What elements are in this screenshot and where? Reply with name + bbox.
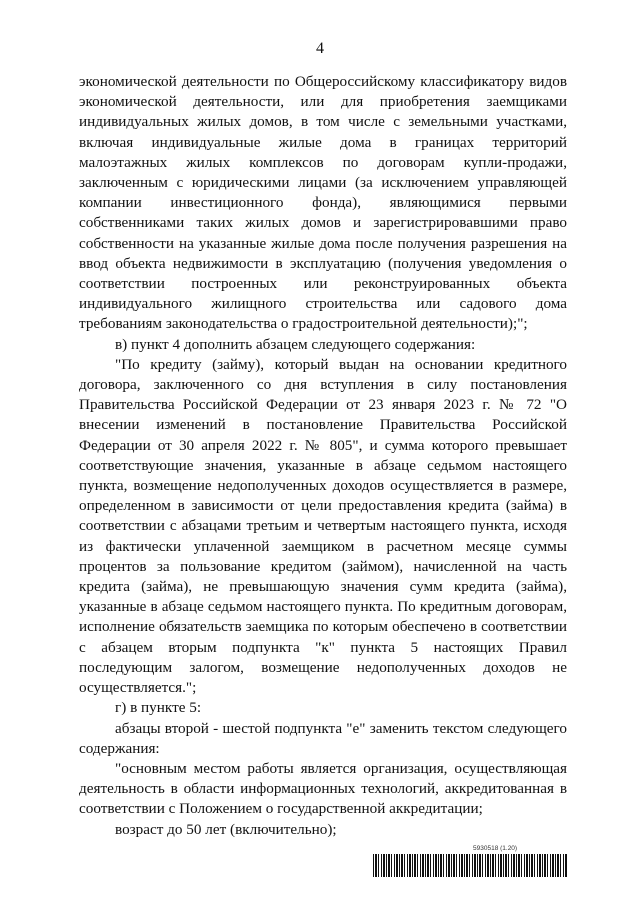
- paragraph-7: возраст до 50 лет (включительно);: [115, 820, 337, 838]
- document-body: [79, 72, 567, 840]
- barcode-code: 5930518 (1.20): [473, 845, 518, 852]
- barcode-image: [373, 854, 567, 877]
- paragraph-3: "По кредиту (займу), который выдан на основании кредитного договора, заключенного со дня вступления в силу постановления Правительства Российской Федерации от 23 января 2023 г. № 72 "О внесении изменений в постановление Правительства Российской Федерации от 30 апреля 2022 г. № 805", и сумма которого превышает соответствующие значения, указанные в абзаце седьмом настоящего пункта, возмещение недополученных доходов осуществляется в размере, определенном в зависимости от цели предоставления кредита (займа) в соответствии с абзацами третьим и четвертым настоящего пункта, исходя из фактически уплаченной заемщиком в расчетном месяце суммы процентов за пользование кредитом (займом), начисленной на часть кредита (займа), не превышающую значения сумм кредита (займа), указанные в абзаце седьмом настоящего пункта. По кредитным договорам, исполнение обязательств заемщика по которым обеспечено в соответствии с абзацем вторым подпункта "к" пункта 5 настоящих Правил последующим залогом, возмещение недополученных доходов не осуществляется.";: [79, 355, 567, 697]
- paragraph-2: в) пункт 4 дополнить абзацем следующего содержания:: [115, 335, 476, 353]
- paragraph-5: абзацы второй - шестой подпункта "е" заменить текстом следующего содержания:: [79, 719, 567, 757]
- page-number: 4: [316, 40, 324, 57]
- paragraph-6: "основным местом работы является организация, осуществляющая деятельность в области информационных технологий, аккредитованная в соответствии с Положением о государственной аккредитации;: [79, 759, 567, 818]
- barcode-block: [373, 845, 567, 877]
- paragraph-1: экономической деятельности по Общероссийскому классификатору видов экономической деятельности, или для приобретения заемщиками индивидуальных жилых домов, в том числе с земельными участками, включая индивидуальные жилые дома в границах территорий малоэтажных жилых комплексов по договорам купли-продажи, заключенным с юридическими лицами (за исключением управляющей компании инвестиционного фонда), являющимися первыми собственниками таких жилых домов и зарегистрировавшими право собственности на указанные жилые дома после получения разрешения на ввод объекта недвижимости в эксплуатацию (получения уведомления о соответствии построенных или реконструированных объекта индивидуального жилищного строительства или садового дома требованиям законодательства о градостроительной деятельности);";: [79, 73, 567, 333]
- paragraph-4: г) в пункте 5:: [115, 699, 202, 717]
